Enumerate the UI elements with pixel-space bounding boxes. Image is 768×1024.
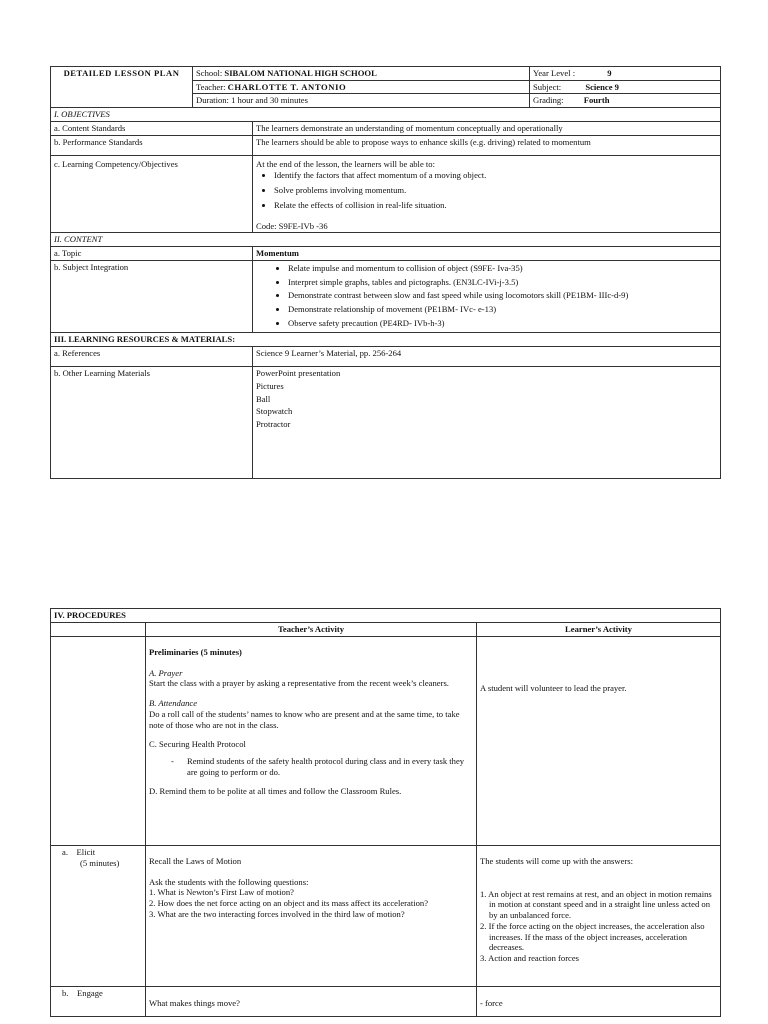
elicit-phase-cell	[51, 846, 146, 987]
resources-heading: III. LEARNING RESOURCES & MATERIALS:	[51, 333, 721, 347]
preliminaries-teacher-cell	[146, 637, 477, 846]
integration-item: • Interpret simple graphs, tables and pictographs. (EN3LC-IVi-j-3.5)	[288, 277, 717, 288]
competency-item: • Solve problems involving momentum.	[274, 185, 717, 196]
integration-label: b. Subject Integration	[51, 260, 253, 333]
elicit-learner-intro: The students will come up with the answers:	[480, 856, 633, 866]
procedures-blank-header	[51, 623, 146, 637]
school-name: SIBALOM NATIONAL HIGH SCHOOL	[224, 68, 377, 78]
topic-label: a. Topic	[51, 247, 253, 261]
references-label: a. References	[51, 347, 253, 367]
integration-item: • Relate impulse and momentum to collision of object (S9FE- Iva-35)	[288, 263, 717, 274]
elicit-question: 1. What is Newton’s First Law of motion?	[149, 887, 294, 898]
preliminaries-learner-cell	[477, 637, 721, 846]
subject-value: Science 9	[585, 81, 619, 92]
year-level-label: Year Level :	[533, 68, 576, 78]
health-text: Remind students of the safety health protocol during class and in every task they are going to perform or do.	[187, 756, 465, 777]
other-materials-cell	[253, 367, 721, 479]
topic-value: Momentum	[253, 247, 721, 261]
preliminaries-title: Preliminaries (5 minutes)	[149, 647, 242, 657]
elicit-label: a. Elicit	[62, 847, 96, 857]
competency-label: c. Learning Competency/Objectives	[51, 155, 253, 233]
engage-question: What makes things move?	[149, 998, 240, 1008]
performance-standards-label: b. Performance Standards	[51, 135, 253, 155]
material-item: Pictures	[256, 380, 284, 391]
elicit-question: 3. What are the two interacting forces involved in the third law of motion?	[149, 908, 405, 919]
material-item: Ball	[256, 393, 271, 404]
elicit-answer: 3. Action and reaction forces	[480, 953, 580, 964]
elicit-learner-cell	[477, 846, 721, 987]
preliminaries-phase-cell	[51, 637, 146, 846]
material-item: PowerPoint presentation	[256, 368, 341, 379]
subject-cell	[530, 80, 721, 94]
material-item: Stopwatch	[256, 406, 293, 417]
performance-standards-value: The learners should be able to propose ways to enhance skills (e.g. driving) related to momentum	[253, 135, 721, 155]
engage-answer: - force	[480, 998, 503, 1008]
health-title: C. Securing Health Protocol	[149, 739, 246, 750]
grading-value: Fourth	[583, 95, 610, 106]
teacher-activity-header: Teacher’s Activity	[146, 623, 477, 637]
teacher-cell	[193, 80, 530, 94]
attendance-title: B. Attendance	[149, 698, 198, 709]
competency-item: • Identify the factors that affect momentum of a moving object.	[274, 170, 717, 181]
integration-item: • Observe safety precaution (PE4RD- IVb-h-3)	[288, 318, 717, 329]
year-level-cell	[530, 67, 721, 81]
school-cell	[193, 67, 530, 81]
grading-cell	[530, 94, 721, 108]
elicit-answer: 2. If the force acting on the object increases, the acceleration also increases. If the mass of the object increases, acceleration decreases.	[480, 920, 705, 953]
duration-cell: Duration: 1 hour and 30 minutes	[193, 94, 530, 108]
competency-item: • Relate the effects of collision in real-life situation.	[274, 200, 717, 211]
lesson-plan-table	[50, 66, 721, 479]
objectives-heading: I. OBJECTIVES	[51, 108, 721, 122]
procedures-table	[50, 608, 721, 1017]
grading-label: Grading:	[533, 95, 564, 106]
references-value: Science 9 Learner’s Material, pp. 256-264	[253, 347, 721, 367]
engage-learner-cell	[477, 987, 721, 1017]
prayer-learner: A student will volunteer to lead the prayer.	[480, 683, 627, 693]
content-standards-label: a. Content Standards	[51, 121, 253, 135]
procedures-heading: IV. PROCEDURES	[51, 609, 721, 623]
attendance-text: Do a roll call of the students’ names to know who are present and at the same time, to take note of those who are not in the class.	[149, 708, 460, 730]
engage-phase-cell	[51, 987, 146, 1017]
engage-label: b. Engage	[62, 988, 103, 998]
rules-text: D. Remind them to be polite at all times and follow the Classroom Rules.	[149, 785, 402, 796]
engage-teacher-cell	[146, 987, 477, 1017]
elicit-ask: Ask the students with the following questions:	[149, 876, 309, 887]
learner-activity-header: Learner’s Activity	[477, 623, 721, 637]
content-heading: II. CONTENT	[51, 233, 721, 247]
elicit-question: 2. How does the net force acting on an object and its mass affect its acceleration?	[149, 898, 429, 909]
other-materials-label: b. Other Learning Materials	[51, 367, 253, 479]
lesson-plan-title: DETAILED LESSON PLAN	[51, 67, 193, 108]
competency-code: Code: S9FE-IVb -36	[256, 220, 328, 231]
elicit-recall: Recall the Laws of Motion	[149, 856, 242, 866]
prayer-text: Start the class with a prayer by asking a representative from the recent week’s cleaners.	[149, 678, 449, 689]
health-item	[171, 756, 473, 777]
subject-label: Subject:	[533, 81, 562, 92]
year-level-value: 9	[607, 68, 612, 78]
teacher-label: Teacher:	[196, 81, 226, 92]
teacher-name: CHARLOTTE T. ANTONIO	[227, 81, 347, 92]
material-item: Protractor	[256, 419, 291, 430]
elicit-teacher-cell	[146, 846, 477, 987]
integration-cell	[253, 260, 721, 333]
dash-marker: -	[171, 756, 174, 767]
integration-item: • Demonstrate relationship of movement (PE1BM- IVc- e-13)	[288, 304, 717, 315]
school-label: School:	[196, 68, 223, 78]
content-standards-value: The learners demonstrate an understanding of momentum conceptually and operationally	[253, 121, 721, 135]
elicit-minutes: (5 minutes)	[80, 857, 120, 868]
competency-intro: At the end of the lesson, the learners will be able to:	[256, 158, 435, 169]
prayer-title: A. Prayer	[149, 667, 183, 678]
elicit-answer: 1. An object at rest remains at rest, and an object in motion remains in motion at constant speed and in a straight line unless acted on by an unbalanced force.	[480, 888, 712, 921]
integration-item: • Demonstrate contrast between slow and fast speed while using locomotors skill (PE1BM- IIIc-d-9)	[288, 290, 717, 301]
competency-cell	[253, 155, 721, 233]
